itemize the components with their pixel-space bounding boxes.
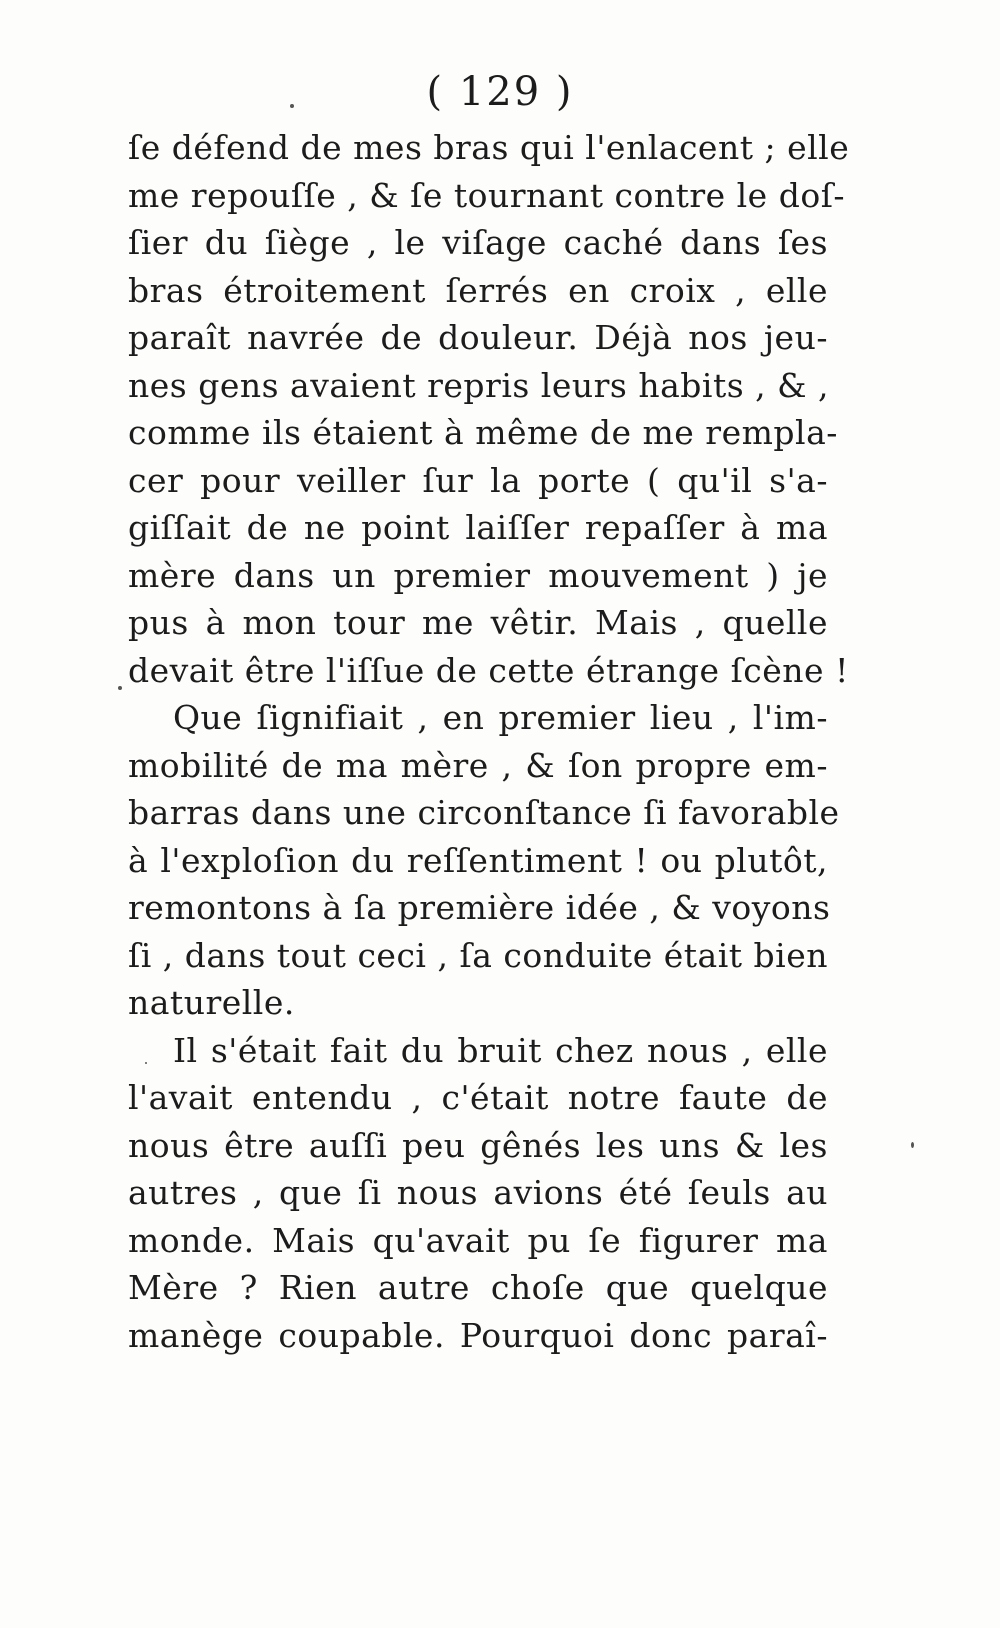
page-number: ( 129 ) [426,69,574,115]
text-line: naturelle. [128,983,295,1022]
text-line: nes gens avaient repris leurs habits , & , [128,365,829,405]
text-line: cer pour veiller ſur la porte ( qu'il s'a- [128,460,828,500]
text-line: giſſait de ne point laiſſer repaſſer à ma [128,508,828,547]
text-line: remontons à ſa première idée , & voyons [128,888,831,927]
paragraph-2 [128,694,840,1027]
text-line: comme ils étaient à même de me rempla- [128,413,838,452]
text-line: monde. Mais qu'avait pu ſe figurer ma [128,1220,828,1260]
text-line: l'avait entendu , c'était notre faute de [128,1078,828,1117]
text-line: pus à mon tour me vêtir. Mais , quelle [128,603,828,642]
text-line: Que ſignifiait , en premier lieu , l'im- [173,698,828,737]
text-line: manège coupable. Pourquoi donc paraî- [128,1315,828,1355]
text-line: ſe défend de mes bras qui l'enlacent ; elle [128,128,850,167]
text-line: autres , que ſi nous avions été ſeuls au [128,1173,828,1212]
text-line: à l'exploſion du reſſentiment ! ou plutôt, [128,840,828,880]
scan-speck [118,686,122,690]
text-line: me repouſſe , & ſe tournant contre le doſ- [128,175,846,215]
text-line: barras dans une circonſtance ſi favorable [128,793,840,832]
text-line: ſi , dans tout ceci , ſa conduite était bien [128,935,828,975]
paragraph-1 [128,124,850,694]
paragraph-3 [128,1027,828,1360]
text-line: ſier du ſiège , le viſage caché dans ſes [128,223,828,262]
page-text [128,124,850,1359]
text-line: devait être l'iſſue de cette étrange ſcène ! [128,650,849,690]
scan-speck [911,1142,914,1148]
text-line: Mère ? Rien autre choſe que quelque [128,1268,828,1307]
text-line: nous être auſſi peu gênés les uns & les [128,1125,828,1165]
scan-speck [290,104,294,108]
text-line: paraît navrée de douleur. Déjà nos jeu- [128,318,828,357]
text-line: mobilité de ma mère , & ſon propre em- [128,745,828,785]
text-line: mère dans un premier mouvement ) je [128,555,828,595]
text-line: Il s'était fait du bruit chez nous , elle [173,1030,828,1070]
text-line: bras étroitement ſerrés en croix , elle [128,270,828,310]
scan-speck [145,1062,147,1064]
